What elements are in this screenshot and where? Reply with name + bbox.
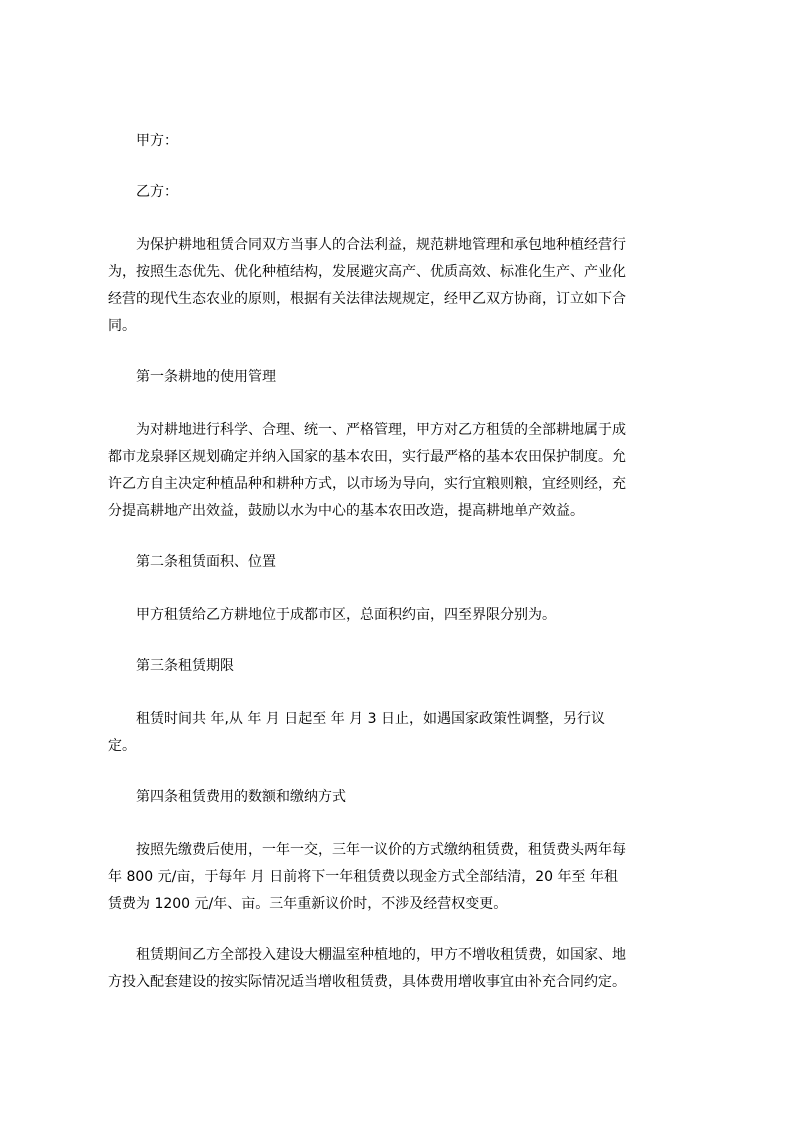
intro-line: 经营的现代生态农业的原则，根据有关法律法规规定，经甲乙双方协商，订立如下合 [108, 291, 626, 307]
article1-line: 为对耕地进行科学、合理、统一、严格管理，甲方对乙方租赁的全部耕地属于成 [136, 422, 626, 438]
article1-line: 许乙方自主决定种植品种和耕种方式，以市场为导向，实行宜粮则粮，宜经则经，充 [108, 476, 626, 492]
article-heading: 第四条租赁费用的数额和缴纳方式 [136, 789, 346, 805]
party-a-line [108, 128, 702, 155]
intro-line: 同。 [108, 318, 136, 334]
intro-line: 为保护耕地租赁合同双方当事人的合法利益，规范耕地管理和承包地种植经营行 [136, 237, 626, 253]
party-b-label: 乙方： [136, 184, 178, 200]
article4-line: 年 800 元/亩，于每年 月 日前将下一年租赁费以现金方式全部结清，20 年至 年租 [108, 869, 618, 885]
article4-line: 租赁期间乙方全部投入建设大棚温室种植地的，甲方不增收租赁费，如国家、地 [136, 947, 626, 963]
intro-paragraph [108, 232, 702, 340]
party-b-line [108, 179, 702, 206]
article-heading: 第三条租赁期限 [136, 658, 234, 674]
article4-line: 赁费为 1200 元/年、亩。三年重新议价时，不涉及经营权变更。 [108, 896, 508, 912]
article2-title [108, 549, 702, 576]
article4-line: 方投入配套建设的按实际情况适当增收租赁费，具体费用增收事宜由补充合同约定。 [108, 974, 626, 990]
article4-paragraph-1 [108, 837, 702, 918]
article2-paragraph [108, 602, 702, 629]
article-heading: 第二条租赁面积、位置 [136, 554, 276, 570]
article4-line: 按照先缴费后使用，一年一交，三年一议价的方式缴纳租赁费，租赁费头两年每 [136, 842, 626, 858]
article1-line: 分提高耕地产出效益，鼓励以水为中心的基本农田改造，提高耕地单产效益。 [108, 503, 584, 519]
article1-line: 都市龙泉驿区规划确定并纳入国家的基本农田，实行最严格的基本农田保护制度。允 [108, 449, 626, 465]
article3-paragraph [108, 706, 702, 760]
article4-title [108, 784, 702, 811]
article3-title [108, 653, 702, 680]
party-a-label: 甲方： [136, 133, 178, 149]
article4-paragraph-2 [108, 942, 702, 996]
article1-paragraph [108, 417, 702, 525]
intro-line: 为，按照生态优先、优化种植结构，发展避灾高产、优质高效、标准化生产、产业化 [108, 264, 626, 280]
article3-line: 定。 [108, 738, 136, 754]
article-heading: 第一条耕地的使用管理 [136, 369, 276, 385]
article3-line: 租赁时间共 年,从 年 月 日起至 年 月 3 日止，如遇国家政策性调整，另行议 [136, 711, 605, 727]
article2-line: 甲方租赁给乙方耕地位于成都市区，总面积约亩，四至界限分别为。 [136, 607, 556, 623]
document-body [108, 128, 702, 996]
article1-title [108, 364, 702, 391]
